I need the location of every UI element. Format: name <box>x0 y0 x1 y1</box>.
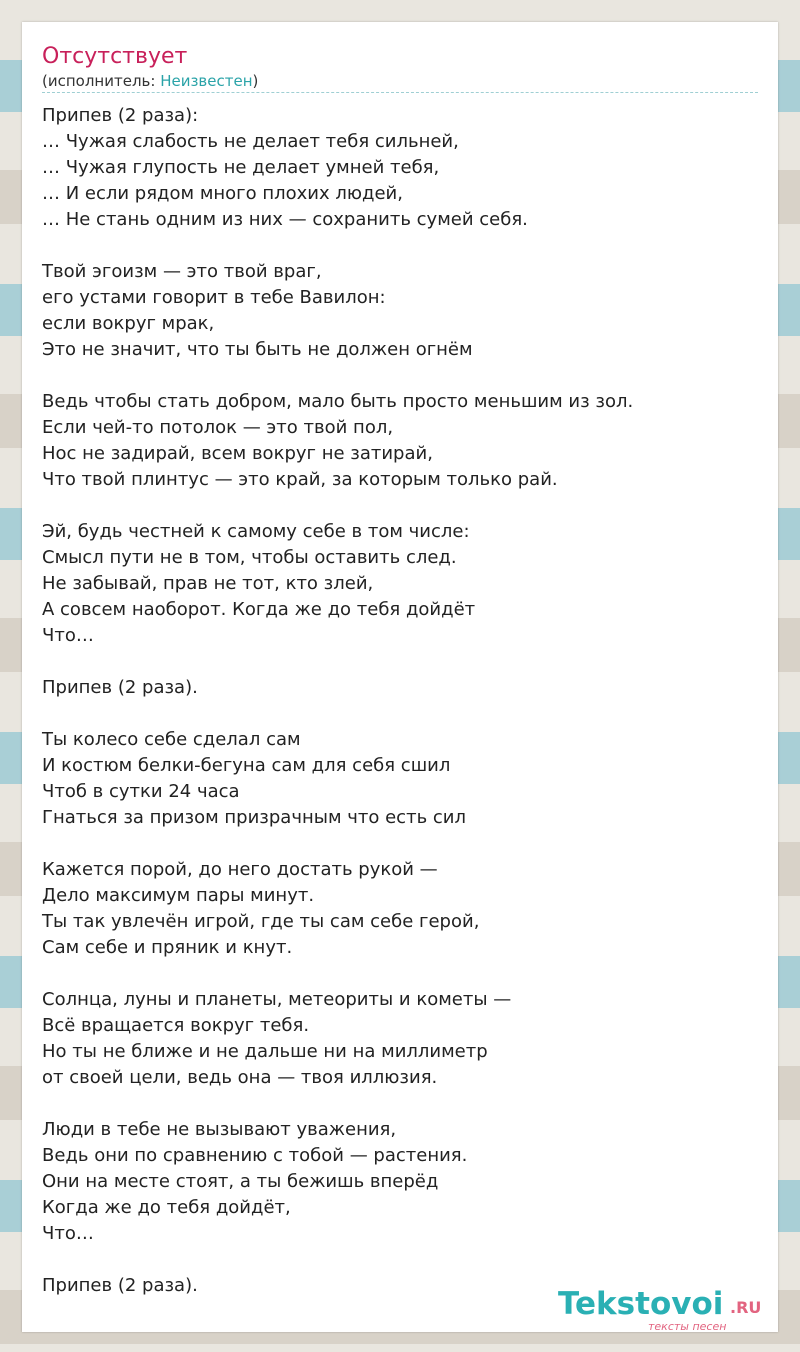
lyrics-card <box>22 22 778 1332</box>
logo-tagline: тексты песен <box>648 1320 727 1333</box>
stanza-gap <box>42 493 762 519</box>
lyric-line: Ты так увлечён игрой, где ты сам себе герой, <box>42 911 480 932</box>
lyric-line: Когда же до тебя дойдёт, <box>42 1197 291 1218</box>
lyric-line: … Чужая глупость не делает умней тебя, <box>42 157 440 178</box>
lyric-line: … Чужая слабость не делает тебя сильней, <box>42 131 459 152</box>
lyric-line: Всё вращается вокруг тебя. <box>42 1015 310 1036</box>
lyric-line: Сам себе и пряник и кнут. <box>42 937 293 958</box>
lyric-line: Ты колесо себе сделал сам <box>42 729 301 750</box>
lyric-line: Смысл пути не в том, чтобы оставить след. <box>42 547 457 568</box>
lyrics-body <box>42 103 762 1299</box>
lyric-line: Чтоб в сутки 24 часа <box>42 781 240 802</box>
lyric-line: Что… <box>42 1223 94 1244</box>
artist-link[interactable]: Неизвестен <box>160 72 253 90</box>
stanza-gap <box>42 701 762 727</box>
lyric-line: Гнаться за призом призрачным что есть сил <box>42 807 466 828</box>
song-title: Отсутствует <box>42 44 188 69</box>
lyric-line: … И если рядом много плохих людей, <box>42 183 403 204</box>
lyric-line: Это не значит, что ты быть не должен огнём <box>42 339 473 360</box>
lyric-line: его устами говорит в тебе Вавилон: <box>42 287 386 308</box>
lyric-line: Нос не задирай, всем вокруг не затирай, <box>42 443 433 464</box>
artist-line <box>42 71 258 91</box>
artist-suffix: ) <box>252 72 259 90</box>
lyric-line: Ведь чтобы стать добром, мало быть просто меньшим из зол. <box>42 391 634 412</box>
lyric-line: И костюм белки-бегуна сам для себя сшил <box>42 755 451 776</box>
lyric-line: Дело максимум пары минут. <box>42 885 315 906</box>
lyric-line: если вокруг мрак, <box>42 313 215 334</box>
lyric-line: от своей цели, ведь она — твоя иллюзия. <box>42 1067 438 1088</box>
lyric-line: Они на месте стоят, а ты бежишь вперёд <box>42 1171 439 1192</box>
lyric-line: Твой эгоизм — это твой враг, <box>42 261 322 282</box>
lyric-line: Припев (2 раза). <box>42 1275 198 1296</box>
artist-prefix: (исполнитель: <box>42 72 161 90</box>
stanza-gap <box>42 649 762 675</box>
title-divider <box>42 92 758 93</box>
lyric-line: Припев (2 раза): <box>42 105 199 126</box>
lyric-line: Что… <box>42 625 94 646</box>
stanza-gap <box>42 831 762 857</box>
lyric-line: Что твой плинтус — это край, за которым только рай. <box>42 469 558 490</box>
site-logo[interactable] <box>558 1284 768 1332</box>
stanza-gap <box>42 1091 762 1117</box>
logo-name: Tekstovoi <box>558 1286 724 1322</box>
lyric-line: Эй, будь честней к самому себе в том числе: <box>42 521 470 542</box>
lyric-line: Но ты не ближе и не дальше ни на миллиметр <box>42 1041 488 1062</box>
lyric-line: Кажется порой, до него достать рукой — <box>42 859 438 880</box>
stanza-gap <box>42 1247 762 1273</box>
lyric-line: Если чей-то потолок — это твой пол, <box>42 417 394 438</box>
lyric-line: Припев (2 раза). <box>42 677 198 698</box>
logo-tld: .RU <box>730 1298 762 1317</box>
lyric-line: А совсем наоборот. Когда же до тебя дойдёт <box>42 599 476 620</box>
lyric-line: Ведь они по сравнению с тобой — растения. <box>42 1145 468 1166</box>
lyric-line: … Не стань одним из них — сохранить сумей себя. <box>42 209 528 230</box>
lyric-line: Не забывай, прав не тот, кто злей, <box>42 573 374 594</box>
lyric-line: Солнца, луны и планеты, метеориты и кометы — <box>42 989 512 1010</box>
stanza-gap <box>42 961 762 987</box>
stanza-gap <box>42 363 762 389</box>
lyric-line: Люди в тебе не вызывают уважения, <box>42 1119 397 1140</box>
stanza-gap <box>42 233 762 259</box>
